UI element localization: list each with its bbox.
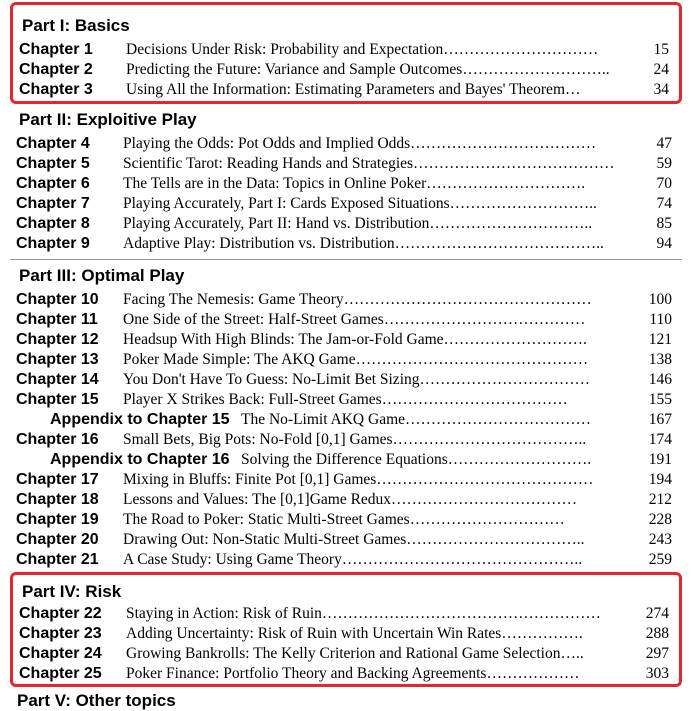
chapter-title: The Road to Poker: Static Multi-Street Games………………………… bbox=[123, 511, 565, 528]
chapter-title: Growing Bankrolls: The Kelly Criterion and Rational Game Selection….. bbox=[126, 645, 584, 662]
chapter-label: Chapter 4 bbox=[16, 135, 90, 152]
part-title: Part IV: Risk bbox=[22, 582, 122, 601]
toc-row bbox=[10, 154, 682, 174]
chapter-label: Chapter 16 bbox=[16, 431, 99, 448]
chapter-title: Facing The Nemesis: Game Theory………………………………………… bbox=[123, 291, 592, 308]
chapter-label: Chapter 19 bbox=[16, 511, 99, 528]
chapter-label: Chapter 1 bbox=[19, 41, 93, 58]
chapter-title: The No-Limit AKQ Game……………………………… bbox=[241, 411, 592, 428]
toc-row bbox=[10, 530, 682, 550]
chapter-page: 191 bbox=[648, 451, 672, 468]
toc-row bbox=[10, 370, 682, 390]
chapter-title: One Side of the Street: Half-Street Games………………………………… bbox=[123, 311, 586, 328]
chapter-page: 121 bbox=[648, 331, 672, 348]
chapter-title: Decisions Under Risk: Probability and Expectation………………………… bbox=[126, 41, 599, 58]
chapter-title: The Tells are in the Data: Topics in Online Poker…………………………. bbox=[123, 175, 586, 192]
toc-row bbox=[13, 40, 679, 60]
chapter-label: Chapter 7 bbox=[16, 195, 90, 212]
chapter-page: 174 bbox=[648, 431, 672, 448]
chapter-page: 288 bbox=[645, 625, 669, 642]
appendix-label: Appendix to Chapter 15 bbox=[50, 411, 230, 428]
chapter-title: Scientific Tarot: Reading Hands and Strategies………………………………… bbox=[123, 155, 615, 172]
chapter-title: Player X Strikes Back: Full-Street Games……………………………… bbox=[123, 391, 568, 408]
chapter-title: Poker Finance: Portfolio Theory and Backing Agreements……………… bbox=[126, 665, 580, 682]
chapter-label: Chapter 9 bbox=[16, 235, 90, 252]
chapter-title: Playing Accurately, Part II: Hand vs. Distribution………………………….. bbox=[123, 215, 593, 232]
chapter-label: Chapter 13 bbox=[16, 351, 99, 368]
toc-row bbox=[10, 214, 682, 234]
chapter-label: Chapter 10 bbox=[16, 291, 99, 308]
chapter-label: Chapter 5 bbox=[16, 155, 90, 172]
chapter-label: Chapter 18 bbox=[16, 491, 99, 508]
part-1-section bbox=[10, 2, 682, 104]
chapter-page: 15 bbox=[653, 41, 669, 58]
toc-row bbox=[13, 604, 679, 624]
chapter-label: Chapter 2 bbox=[19, 61, 93, 78]
chapter-label: Chapter 22 bbox=[19, 605, 102, 622]
chapter-title: Lessons and Values: The [0,1]Game Redux……………………………… bbox=[123, 491, 578, 508]
chapter-title: A Case Study: Using Game Theory……………………………………….. bbox=[123, 551, 583, 568]
chapter-title: Using All the Information: Estimating Parameters and Bayes' Theorem… bbox=[126, 81, 581, 98]
chapter-page: 303 bbox=[645, 665, 669, 682]
toc-row bbox=[10, 350, 682, 370]
chapter-page: 167 bbox=[648, 411, 672, 428]
part-title: Part II: Exploitive Play bbox=[19, 110, 197, 129]
chapter-title: Playing the Odds: Pot Odds and Implied Odds……………………………… bbox=[123, 135, 597, 152]
toc-row bbox=[10, 330, 682, 350]
chapter-title: Drawing Out: Non-Static Multi-Street Games…………………………….. bbox=[123, 531, 585, 548]
appendix-label: Appendix to Chapter 16 bbox=[50, 451, 230, 468]
chapter-page: 34 bbox=[653, 81, 669, 98]
chapter-label: Chapter 3 bbox=[19, 81, 93, 98]
chapter-label: Chapter 21 bbox=[16, 551, 99, 568]
chapter-title: Staying in Action: Risk of Ruin……………………………………………… bbox=[126, 605, 601, 622]
toc-row bbox=[13, 60, 679, 80]
part-title: Part III: Optimal Play bbox=[19, 266, 185, 285]
chapter-page: 274 bbox=[645, 605, 669, 622]
chapter-page: 47 bbox=[656, 135, 672, 152]
chapter-label: Chapter 25 bbox=[19, 665, 102, 682]
chapter-page: 100 bbox=[648, 291, 672, 308]
chapter-label: Chapter 24 bbox=[19, 645, 102, 662]
toc-row bbox=[10, 410, 682, 430]
toc-row bbox=[10, 470, 682, 490]
chapter-page: 70 bbox=[656, 175, 672, 192]
chapter-page: 259 bbox=[648, 551, 672, 568]
chapter-label: Chapter 23 bbox=[19, 625, 102, 642]
toc-row bbox=[10, 234, 682, 254]
toc-row bbox=[10, 450, 682, 470]
chapter-page: 94 bbox=[656, 235, 672, 252]
toc-row bbox=[13, 624, 679, 644]
chapter-page: 138 bbox=[648, 351, 672, 368]
chapter-page: 74 bbox=[656, 195, 672, 212]
part-3-section bbox=[10, 262, 682, 568]
chapter-label: Chapter 15 bbox=[16, 391, 99, 408]
chapter-page: 24 bbox=[653, 61, 669, 78]
toc-row bbox=[13, 80, 679, 100]
chapter-page: 110 bbox=[649, 311, 672, 328]
chapter-page: 155 bbox=[648, 391, 672, 408]
chapter-label: Chapter 20 bbox=[16, 531, 99, 548]
toc-row bbox=[10, 174, 682, 194]
toc-row bbox=[13, 644, 679, 664]
toc-row bbox=[10, 134, 682, 154]
toc-row bbox=[10, 430, 682, 450]
toc-row bbox=[10, 390, 682, 410]
chapter-page: 243 bbox=[648, 531, 672, 548]
chapter-page: 212 bbox=[648, 491, 672, 508]
toc-row bbox=[13, 664, 679, 684]
chapter-title: Poker Made Simple: The AKQ Game……………………………………… bbox=[123, 351, 589, 368]
part-title: Part I: Basics bbox=[22, 16, 130, 35]
chapter-label: Chapter 11 bbox=[16, 311, 98, 328]
chapter-label: Chapter 8 bbox=[16, 215, 90, 232]
chapter-title: You Don't Have To Guess: No-Limit Bet Sizing…………………………… bbox=[123, 371, 590, 388]
chapter-title: Predicting the Future: Variance and Sample Outcomes……………………….. bbox=[126, 61, 610, 78]
toc-row bbox=[10, 510, 682, 530]
chapter-label: Chapter 14 bbox=[16, 371, 99, 388]
chapter-title: Mixing in Bluffs: Finite Pot [0,1] Games…………………………………… bbox=[123, 471, 594, 488]
toc-row bbox=[10, 194, 682, 214]
chapter-title: Small Bets, Big Pots: No-Fold [0,1] Games……………………………….. bbox=[123, 431, 587, 448]
chapter-title: Adaptive Play: Distribution vs. Distribution………………………………….. bbox=[123, 235, 604, 252]
chapter-label: Chapter 12 bbox=[16, 331, 99, 348]
chapter-label: Chapter 17 bbox=[16, 471, 99, 488]
chapter-page: 194 bbox=[648, 471, 672, 488]
chapter-title: Adding Uncertainty: Risk of Ruin with Uncertain Win Rates……………. bbox=[126, 625, 583, 642]
toc-row bbox=[10, 290, 682, 310]
toc-row bbox=[10, 550, 682, 570]
chapter-label: Chapter 6 bbox=[16, 175, 90, 192]
chapter-title: Solving the Difference Equations………………………. bbox=[241, 451, 592, 468]
section-divider bbox=[10, 259, 682, 260]
chapter-page: 228 bbox=[648, 511, 672, 528]
next-part-title: Part V: Other topics bbox=[17, 691, 176, 710]
toc-row bbox=[10, 310, 682, 330]
chapter-page: 59 bbox=[656, 155, 672, 172]
part-4-section bbox=[10, 572, 682, 687]
chapter-page: 85 bbox=[656, 215, 672, 232]
chapter-page: 146 bbox=[648, 371, 672, 388]
part-2-section bbox=[10, 106, 682, 256]
chapter-title: Playing Accurately, Part I: Cards Exposed Situations……………………….. bbox=[123, 195, 597, 212]
chapter-page: 297 bbox=[645, 645, 669, 662]
chapter-title: Headsup With High Blinds: The Jam-or-Fold Game………………………. bbox=[123, 331, 587, 348]
toc-row bbox=[10, 490, 682, 510]
